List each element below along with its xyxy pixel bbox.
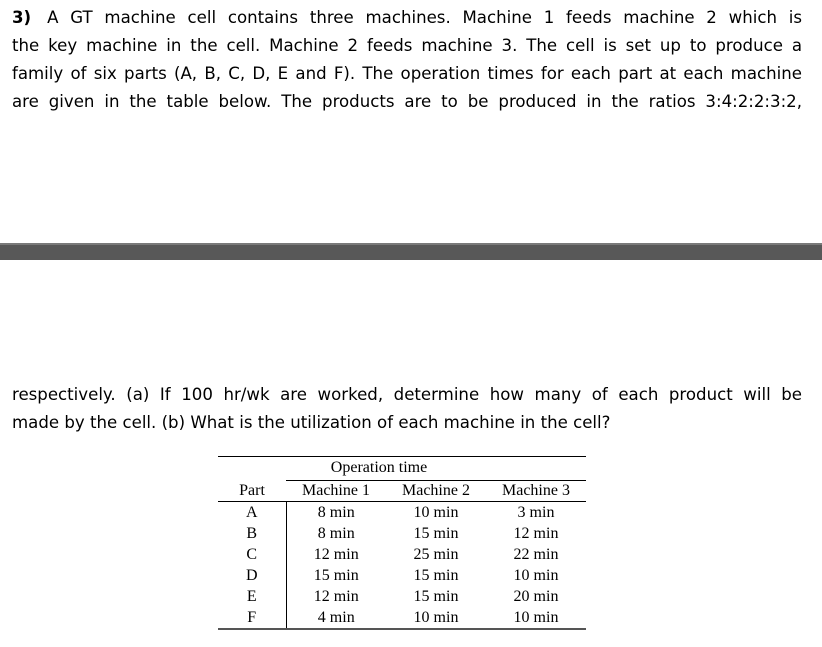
machine-3-cell: 10 min: [513, 567, 559, 584]
part-cell: B: [218, 523, 286, 544]
part-cell: E: [218, 586, 286, 607]
problem-text-bottom: [12, 381, 802, 437]
table-row: [218, 565, 586, 586]
operation-time-table: [218, 456, 586, 630]
group-header-underline: [286, 480, 586, 481]
problem-line-5: respectively. (a) If 100 hr/wk are worked, determine how many of each product will be: [12, 385, 802, 404]
table-row: [218, 544, 586, 565]
problem-line-6: made by the cell. (b) What is the utilization of each machine in the cell?: [12, 413, 611, 432]
problem-line-2: the key machine in the cell. Machine 2 feeds machine 3. The cell is set up to produce a: [12, 36, 802, 55]
machine-3-cell: 20 min: [513, 588, 559, 605]
page-divider-bar: [0, 243, 822, 260]
operation-time-grid: [218, 479, 586, 628]
table-header-row: [218, 479, 586, 502]
problem-text-top: [12, 4, 802, 116]
problem-number: 3): [12, 8, 32, 27]
machine-1-cell: 12 min: [313, 588, 359, 605]
table-row: [218, 502, 586, 524]
machine-3-cell: 3 min: [486, 502, 586, 524]
machine-2-cell: 25 min: [413, 546, 459, 563]
machine-2-cell: 15 min: [413, 588, 459, 605]
problem-line-3: family of six parts (A, B, C, D, E and F). The operation times for each part at each machine: [12, 64, 802, 83]
machine-2-cell: 10 min: [386, 502, 486, 524]
part-cell: C: [218, 544, 286, 565]
column-header-machine-2: Machine 2: [402, 481, 470, 499]
machine-3-cell: 10 min: [513, 609, 559, 626]
machine-1-cell: 15 min: [313, 567, 359, 584]
problem-line-1: 3) A GT machine cell contains three machines. Machine 1 feeds machine 2 which is: [12, 8, 802, 27]
machine-2-cell: 15 min: [413, 525, 459, 542]
column-header-machine-1: Machine 1: [302, 481, 370, 499]
machine-3-cell: 22 min: [513, 546, 559, 563]
machine-3-cell: 12 min: [513, 525, 559, 542]
column-header-part: Part: [239, 481, 265, 499]
part-cell: F: [218, 607, 286, 628]
column-header-machine-3: Machine 3: [502, 481, 570, 499]
part-cell: D: [218, 565, 286, 586]
machine-1-cell: 12 min: [313, 546, 359, 563]
machine-1-cell: 4 min: [317, 609, 355, 626]
problem-line-4: are given in the table below. The products are to be produced in the ratios 3:4:2:2:3:2,: [12, 92, 802, 111]
table-row: [218, 586, 586, 607]
machine-2-cell: 15 min: [413, 567, 459, 584]
table-row: [218, 607, 586, 628]
table-bottom-rule: [218, 628, 586, 630]
machine-2-cell: 10 min: [413, 609, 459, 626]
part-cell: A: [218, 502, 286, 524]
table-group-header: [218, 457, 586, 479]
machine-1-cell: 8 min: [317, 525, 355, 542]
table-row: [218, 523, 586, 544]
operation-time-heading: Operation time: [330, 459, 428, 476]
machine-1-cell: 8 min: [286, 502, 386, 524]
